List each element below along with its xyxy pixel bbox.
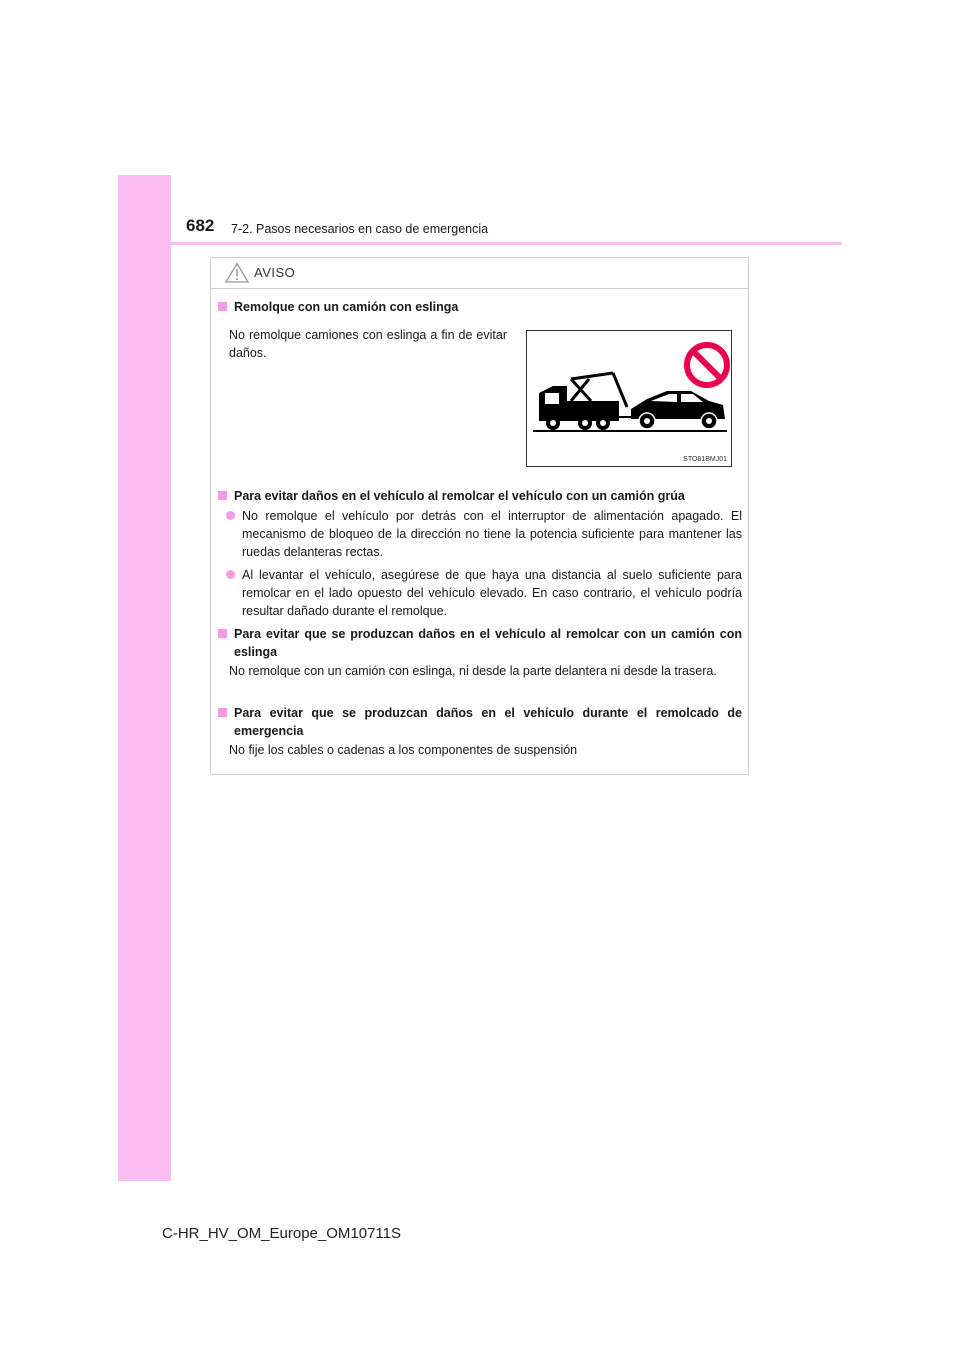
section-heading: Remolque con un camión con eslinga	[218, 298, 738, 316]
section-title: 7-2. Pasos necesarios en caso de emergencia	[231, 222, 489, 236]
section-paragraph: No remolque camiones con eslinga a fin de evitar daños.	[229, 328, 507, 360]
prohibition-icon	[687, 345, 727, 385]
list-item: Al levantar el vehículo, asegúrese de que haya una distancia al suelo suficiente para remolcar en el lado opuesto del vehículo elevado. En caso contrario, el vehículo podría resultar dañado durante el remolque.	[226, 566, 742, 620]
sling-tow-truck-illustration	[527, 331, 733, 468]
square-bullet-icon	[218, 708, 227, 717]
truck-bed	[567, 401, 619, 421]
towing-illustration	[526, 330, 732, 467]
section-paragraph: No fije los cables o cadenas a los componentes de suspensión	[229, 743, 578, 757]
header-divider	[118, 242, 842, 245]
list-item: No remolque el vehículo por detrás con el interruptor de alimentación apagado. El mecanismo de bloqueo de la dirección no tiene la potencia suficiente para mantener las ruedas delanteras rectas.	[226, 507, 742, 561]
side-tab-band	[118, 175, 171, 1181]
square-bullet-icon	[218, 491, 227, 500]
square-bullet-icon	[218, 302, 227, 311]
warning-header	[211, 258, 748, 289]
warning-triangle-icon	[225, 262, 249, 283]
document-id: C-HR_HV_OM_Europe_OM10711S	[162, 1225, 401, 1242]
section-paragraph: No remolque con un camión con eslinga, ni desde la parte delantera ni desde la trasera.	[229, 664, 717, 678]
round-bullet-icon	[226, 570, 235, 579]
section-heading: Para evitar que se produzcan daños en el vehículo al remolcar con un camión con eslinga	[218, 625, 742, 661]
figure-code: STO81BMJ01	[683, 456, 727, 463]
page-number: 682	[186, 216, 215, 235]
round-bullet-icon	[226, 511, 235, 520]
section-heading: Para evitar que se produzcan daños en el vehículo durante el remolcado de emergencia	[218, 704, 742, 740]
square-bullet-icon	[218, 629, 227, 638]
warning-label: AVISO	[254, 265, 296, 280]
section-heading: Para evitar daños en el vehículo al remolcar el vehículo con un camión grúa	[218, 487, 742, 505]
